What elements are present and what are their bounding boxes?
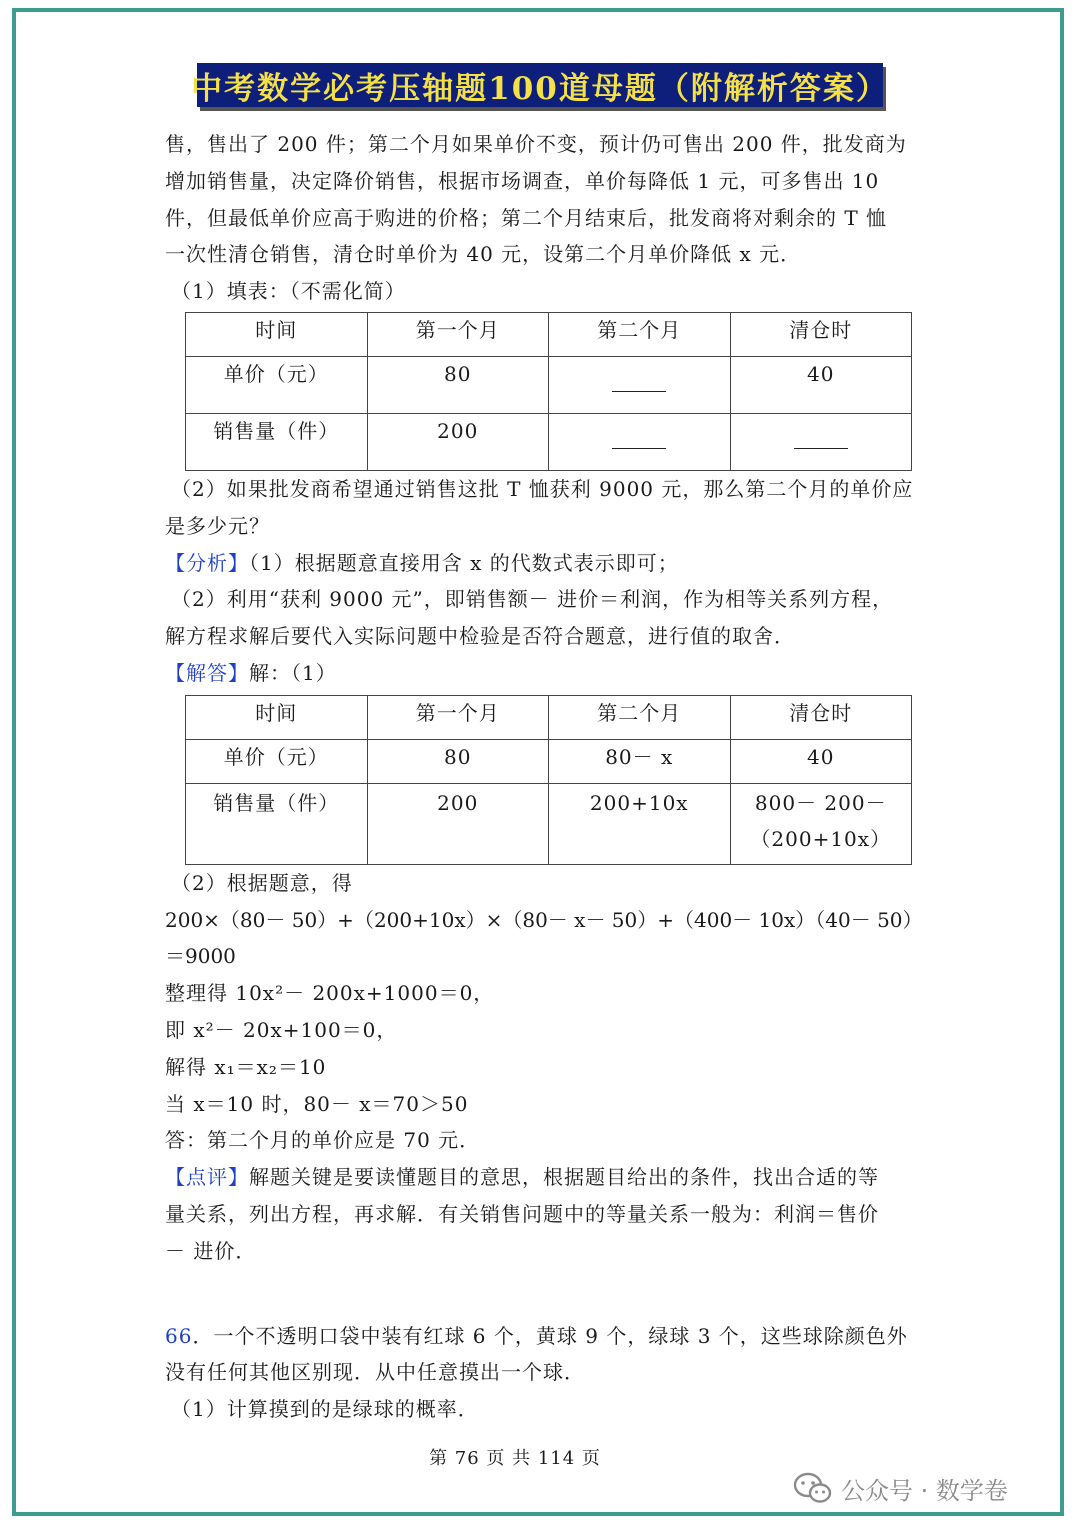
table-header: 第二个月 bbox=[549, 312, 731, 356]
table-cell-blank bbox=[549, 413, 731, 470]
problem-text-line: 一次性清仓销售，清仓时单价为 40 元，设第二个月单价降低 x 元． bbox=[165, 242, 802, 267]
solution-line: 即 x²－ 20x+100＝0， bbox=[165, 1017, 398, 1042]
watermark-text: 公众号 · 数学卷 bbox=[841, 1476, 1008, 1505]
banner-title: 中考数学必考压轴题100道母题（附解析答案） bbox=[191, 70, 889, 107]
problem-text-line: 增加销售量，决定降价销售，根据市场调查，单价每降低 1 元，可多售出 10 bbox=[165, 168, 880, 193]
table-cell bbox=[730, 783, 912, 864]
question-2-line: 是多少元？ bbox=[165, 513, 270, 538]
table-cell: 200 bbox=[367, 783, 549, 864]
comment-line: － 进价． bbox=[165, 1238, 257, 1263]
table-cell: 200+10x bbox=[549, 783, 731, 864]
watermark bbox=[793, 1468, 1063, 1508]
answer-blank bbox=[612, 369, 666, 392]
table-cell-blank bbox=[549, 356, 731, 413]
analysis-line: （2）利用“获利 9000 元”，即销售额－ 进价＝利润，作为相等关系列方程， bbox=[171, 587, 894, 612]
answer-blank bbox=[794, 426, 848, 449]
problem-66-line bbox=[165, 1318, 917, 1355]
fill-in-table bbox=[185, 312, 912, 471]
table-header: 第二个月 bbox=[549, 695, 731, 739]
solution-line: 答：第二个月的单价应是 70 元． bbox=[165, 1128, 481, 1153]
table-cell: 80 bbox=[367, 356, 549, 413]
table-cell: 销售量（件） bbox=[186, 413, 368, 470]
table-header: 时间 bbox=[186, 312, 368, 356]
solution-line: （2）根据题意，得 bbox=[171, 870, 353, 895]
comment-text: 解题关键是要读懂题目的意思，根据题目给出的条件，找出合适的等 bbox=[249, 1165, 879, 1190]
wechat-icon bbox=[793, 1472, 833, 1504]
answer-table bbox=[185, 695, 912, 865]
analysis-label: 【分析】 bbox=[165, 550, 249, 575]
cell-line: 800－ 200－ bbox=[754, 790, 887, 815]
title-banner bbox=[191, 63, 889, 107]
table-header: 时间 bbox=[186, 695, 368, 739]
question-2-line: （2）如果批发商希望通过销售这批 T 恤获利 9000 元，那么第二个月的单价应 bbox=[171, 476, 914, 501]
table-cell-blank bbox=[730, 413, 912, 470]
analysis-text: （1）根据题意直接用含 x 的代数式表示即可； bbox=[249, 550, 679, 575]
table-header: 清仓时 bbox=[730, 695, 912, 739]
answer-line bbox=[165, 655, 917, 692]
table-header: 第一个月 bbox=[367, 312, 549, 356]
table-cell: 200 bbox=[367, 413, 549, 470]
table-cell: 80 bbox=[367, 739, 549, 783]
comment-line bbox=[165, 1159, 917, 1196]
solution-line: 当 x＝10 时，80－ x＝70＞50 bbox=[165, 1091, 469, 1116]
table-cell: 单价（元） bbox=[186, 739, 368, 783]
analysis-line: 解方程求解后要代入实际问题中检验是否符合题意，进行值的取舍． bbox=[165, 624, 795, 649]
cell-line: （200+10x） bbox=[750, 826, 892, 851]
problem-number: 66 bbox=[165, 1323, 193, 1348]
comment-label: 【点评】 bbox=[165, 1165, 249, 1190]
table-header: 清仓时 bbox=[730, 312, 912, 356]
table-cell: 40 bbox=[730, 739, 912, 783]
question-1: （1）填表：（不需化简） bbox=[171, 279, 406, 304]
table-cell: 单价（元） bbox=[186, 356, 368, 413]
page-content bbox=[165, 126, 917, 1428]
problem-66-question: （1）计算摸到的是绿球的概率． bbox=[171, 1397, 479, 1422]
answer-label: 【解答】 bbox=[165, 660, 249, 685]
page-footer: 第 76 页 共 114 页 bbox=[429, 1448, 601, 1469]
problem-66-line: 没有任何其他区别现．从中任意摸出一个球． bbox=[165, 1360, 585, 1385]
problem-text-line: 件，但最低单价应高于购进的价格；第二个月结束后，批发商将对剩余的 T 恤 bbox=[165, 205, 888, 230]
table-cell: 80－ x bbox=[549, 739, 731, 783]
spacer bbox=[165, 1270, 917, 1318]
analysis-line bbox=[165, 545, 917, 582]
solution-line: 解得 x₁＝x₂＝10 bbox=[165, 1054, 327, 1079]
answer-blank bbox=[612, 426, 666, 449]
table-cell: 40 bbox=[730, 356, 912, 413]
table-cell: 销售量（件） bbox=[186, 783, 368, 864]
answer-intro: 解：（1） bbox=[249, 660, 337, 685]
comment-line: 量关系，列出方程，再求解．有关销售问题中的等量关系一般为：利润＝售价 bbox=[165, 1201, 879, 1226]
problem-text: ．一个不透明口袋中装有红球 6 个，黄球 9 个，绿球 3 个，这些球除颜色外 bbox=[192, 1323, 908, 1348]
solution-line: 整理得 10x²－ 200x+1000＝0， bbox=[165, 981, 495, 1006]
solution-line: 200×（80－ 50）+（200+10x）×（80－ x－ 50）+（400－ 10x）（40－ 50）＝9000 bbox=[165, 907, 913, 969]
table-header: 第一个月 bbox=[367, 695, 549, 739]
problem-text-line: 售，售出了 200 件；第二个月如果单价不变，预计仍可售出 200 件，批发商为 bbox=[165, 132, 907, 156]
